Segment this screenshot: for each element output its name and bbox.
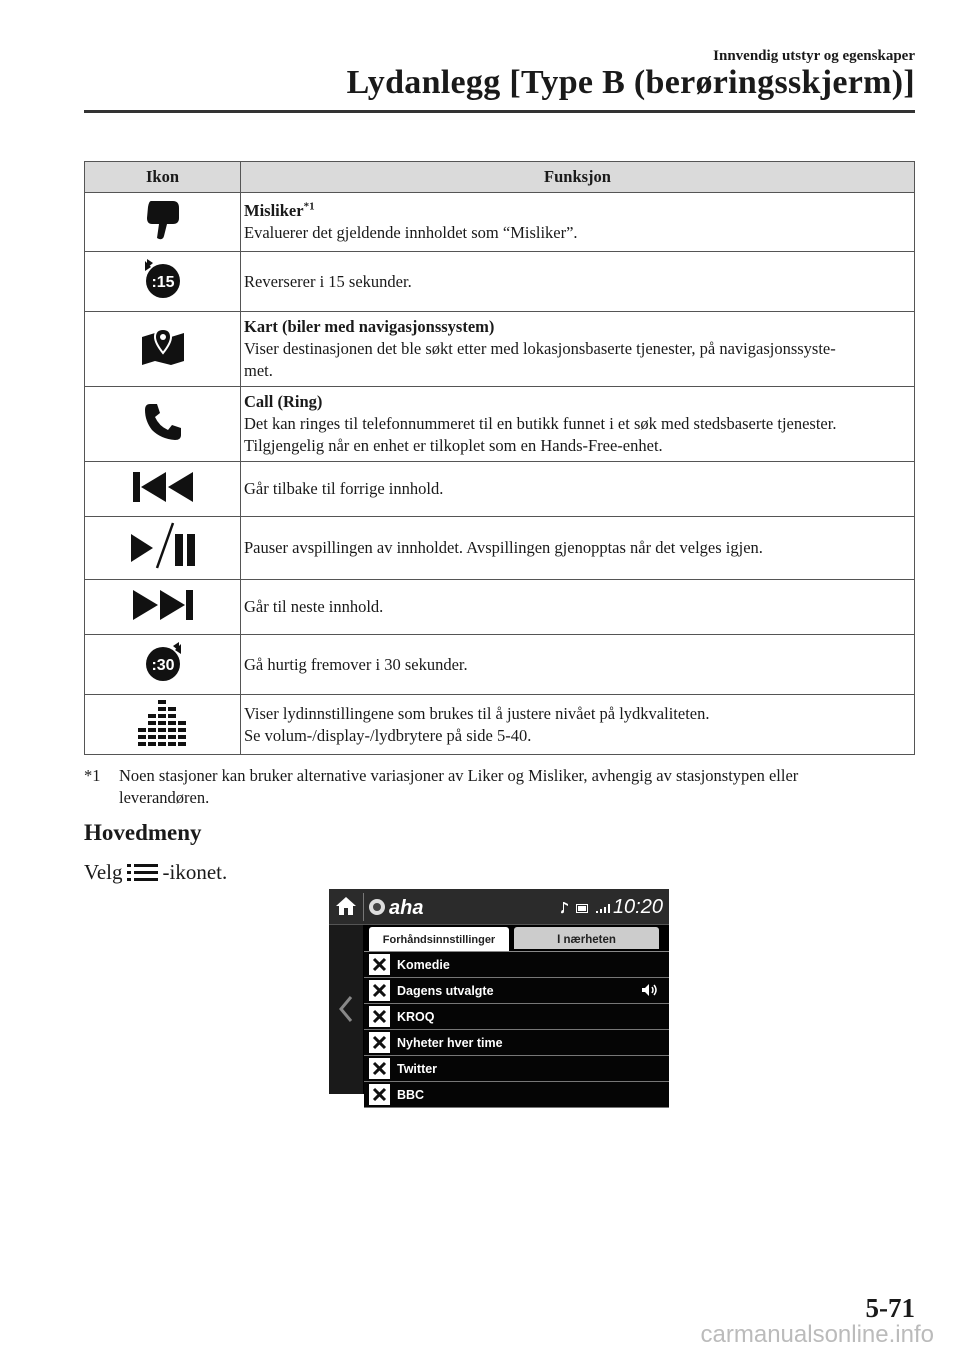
section-heading: Innvendig utstyr og egenskaper: [713, 48, 915, 64]
station-name: KROQ: [397, 1009, 435, 1024]
footnote-text-continued: leverandøren.: [119, 788, 210, 807]
table-row: [85, 312, 915, 387]
equalizer-icon: [133, 698, 193, 746]
list-item[interactable]: [364, 1056, 669, 1082]
station-name: BBC: [397, 1087, 425, 1102]
close-icon[interactable]: [369, 980, 390, 1001]
station-name: Nyheter hver time: [397, 1035, 503, 1050]
column-header-function: Funksjon: [241, 162, 915, 193]
function-description: Evaluerer det gjeldende innholdet som “Misliker”.: [244, 223, 578, 242]
status-icons: [561, 902, 610, 914]
list-item[interactable]: [364, 952, 669, 978]
function-description: Gå hurtig fremover i 30 sekunder.: [244, 654, 468, 674]
chevron-left-icon[interactable]: [337, 995, 355, 1023]
speaker-icon: [641, 983, 659, 997]
play-pause-icon: [127, 520, 199, 572]
page-title: Lydanlegg [Type B (berøringsskjerm)]: [346, 64, 915, 101]
icon-function-table: [84, 161, 915, 755]
station-list: [364, 951, 669, 1108]
function-description: Det kan ringes til telefonnummeret til en butikk funnet i et søk med stedsbaserte tjenester.: [244, 414, 837, 433]
table-row: [85, 387, 915, 462]
function-title: Misliker$^{*1}$: [244, 200, 315, 220]
function-description: Viser destinasjonen det ble søkt etter med lokasjonsbaserte tjenester, på navigasjonssyste-: [244, 339, 836, 358]
thumbs-down-icon: [143, 198, 183, 242]
list-menu-icon: [126, 862, 160, 884]
table-row: [85, 462, 915, 517]
forward-30-icon: [141, 640, 185, 684]
phone-icon: [141, 400, 185, 444]
aha-logo-icon: [368, 898, 386, 916]
header-divider: [84, 110, 915, 113]
tab-nearby[interactable]: I nærheten: [514, 927, 659, 949]
function-description: Viser lydinnstillingene som brukes til å justere nivået på lydkvaliteten.: [244, 703, 710, 723]
function-title: Call (Ring): [244, 392, 323, 411]
aha-screen-illustration: [329, 889, 669, 1102]
footnote-text: Noen stasjoner kan bruker alternative variasjoner av Liker og Misliker, avhengig av stasjonstypen eller: [119, 766, 799, 785]
screen-side-panel: [329, 925, 363, 1094]
clock: 10:20: [612, 896, 663, 918]
column-header-icon: Ikon: [85, 162, 241, 193]
close-icon[interactable]: [369, 1084, 390, 1105]
footnote: [84, 765, 884, 809]
list-item[interactable]: [364, 1082, 669, 1108]
list-item[interactable]: [364, 1030, 669, 1056]
function-title: Kart (biler med navigasjonssystem): [244, 317, 495, 336]
section-heading-main-menu: Hovedmeny: [84, 820, 202, 845]
table-row: [85, 580, 915, 635]
home-icon[interactable]: [335, 896, 357, 916]
station-name: Twitter: [397, 1061, 438, 1076]
signal-icon: [596, 903, 610, 913]
instruction-suffix: -ikonet.: [162, 860, 228, 884]
status-divider: [363, 893, 364, 921]
function-description: Går til neste innhold.: [244, 597, 384, 616]
svg-text::30: :30: [150, 657, 175, 674]
table-header-row: [85, 162, 915, 193]
function-description: met.: [244, 361, 273, 380]
footnote-mark: *1: [84, 766, 101, 785]
table-row: [85, 635, 915, 695]
battery-icon: [576, 904, 589, 913]
function-description: Går tilbake til forrige innhold.: [244, 479, 444, 498]
table-row: [85, 517, 915, 580]
page-number: 5-71: [865, 1293, 915, 1323]
table-row: [85, 193, 915, 252]
rewind-15-icon: [141, 257, 185, 301]
station-name: Komedie: [397, 957, 450, 972]
close-icon[interactable]: [369, 1058, 390, 1079]
close-icon[interactable]: [369, 1006, 390, 1027]
tab-presets[interactable]: Forhåndsinnstillinger: [369, 927, 509, 951]
station-pane: [364, 925, 669, 1102]
table-row: [85, 252, 915, 312]
select-instruction: [84, 860, 227, 885]
previous-track-icon: [130, 469, 196, 505]
music-note-icon: [561, 902, 569, 914]
list-item[interactable]: [364, 1004, 669, 1030]
list-item[interactable]: [364, 978, 669, 1004]
map-icon: [139, 325, 187, 369]
function-description: Se volum-/display-/lydbrytere på side 5-40.: [244, 725, 532, 745]
function-description: Pauser avspillingen av innholdet. Avspillingen gjenopptas når det velges igjen.: [244, 538, 763, 557]
station-name: Dagens utvalgte: [397, 983, 494, 998]
watermark: carmanualsonline.info: [700, 1321, 934, 1348]
instruction-prefix: Velg: [84, 860, 123, 884]
next-track-icon: [130, 587, 196, 623]
close-icon[interactable]: [369, 954, 390, 975]
function-description: Reverserer i 15 sekunder.: [244, 271, 412, 291]
close-icon[interactable]: [369, 1032, 390, 1053]
svg-text::15: :15: [150, 274, 175, 291]
screen-status-bar: [329, 889, 669, 925]
function-description: Tilgjengelig når en enhet er tilkoplet som en Hands-Free-enhet.: [244, 436, 663, 455]
table-row: [85, 695, 915, 755]
app-name: aha: [389, 897, 424, 919]
